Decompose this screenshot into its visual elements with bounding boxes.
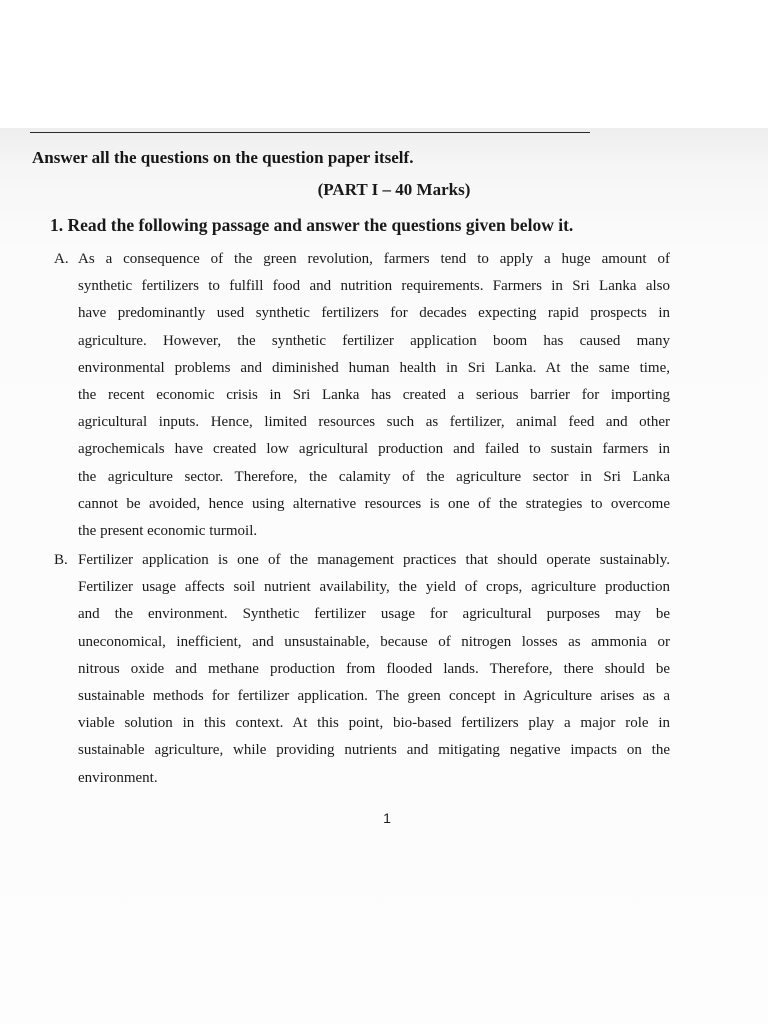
- passage-line: uneconomical, inefficient, and unsustainable, because of nitrogen losses as ammonia or: [78, 633, 670, 650]
- instruction-line: Answer all the questions on the question paper itself.: [32, 148, 414, 167]
- passage-line: agriculture. However, the synthetic fertilizer application boom has caused many: [78, 332, 670, 349]
- top-rule: [30, 132, 590, 133]
- passage-line: sustainable agriculture, while providing nutrients and mitigating negative impacts on the: [78, 742, 670, 759]
- passage-line: agrochemicals have created low agricultural production and failed to sustain farmers in: [78, 441, 670, 458]
- passage-line: have predominantly used synthetic fertilizers for decades expecting rapid prospects in: [78, 305, 670, 322]
- passage-line: the present economic turmoil.: [78, 523, 258, 540]
- passage-line: and the environment. Synthetic fertilizer usage for agricultural purposes may be: [78, 606, 670, 623]
- passage-line: environment.: [78, 769, 158, 786]
- passage-line: As a consequence of the green revolution, farmers tend to apply a huge amount of: [78, 251, 670, 267]
- passage-section-b: [54, 547, 670, 792]
- passage-line: Fertilizer application is one of the management practices that should operate sustainably.: [78, 552, 670, 568]
- passage-line: the recent economic crisis in Sri Lanka has created a serious barrier for importing: [78, 387, 670, 404]
- section-letter-b: B.: [54, 552, 68, 568]
- passage-line: cannot be avoided, hence using alternative resources is one of the strategies to overcome: [78, 495, 670, 512]
- passage-line: synthetic fertilizers to fulfill food and nutrition requirements. Farmers in Sri Lanka also: [78, 278, 670, 295]
- passage-section-a: [54, 246, 670, 545]
- passage-line: sustainable methods for fertilizer application. The green concept in Agriculture arises as a: [78, 688, 670, 705]
- part-heading: (PART I – 40 Marks): [317, 180, 471, 199]
- section-body-a: [78, 246, 670, 545]
- passage-line: viable solution in this context. At this point, bio-based fertilizers play a major role in: [78, 715, 670, 732]
- section-body-b: [78, 547, 670, 792]
- passage-line: agricultural inputs. Hence, limited resources such as fertilizer, animal feed and other: [78, 414, 670, 431]
- passage-line: environmental problems and diminished human health in Sri Lanka. At the same time,: [78, 359, 670, 376]
- passage-line: the agriculture sector. Therefore, the calamity of the agriculture sector in Sri Lanka: [78, 468, 670, 485]
- passage-line: Fertilizer usage affects soil nutrient availability, the yield of crops, agriculture production: [78, 579, 670, 596]
- section-letter-a: A.: [54, 251, 69, 267]
- question-heading: 1. Read the following passage and answer the questions given below it.: [50, 215, 574, 235]
- passage-line: nitrous oxide and methane production from flooded lands. Therefore, there should be: [78, 660, 670, 677]
- page-number: 1: [383, 810, 391, 826]
